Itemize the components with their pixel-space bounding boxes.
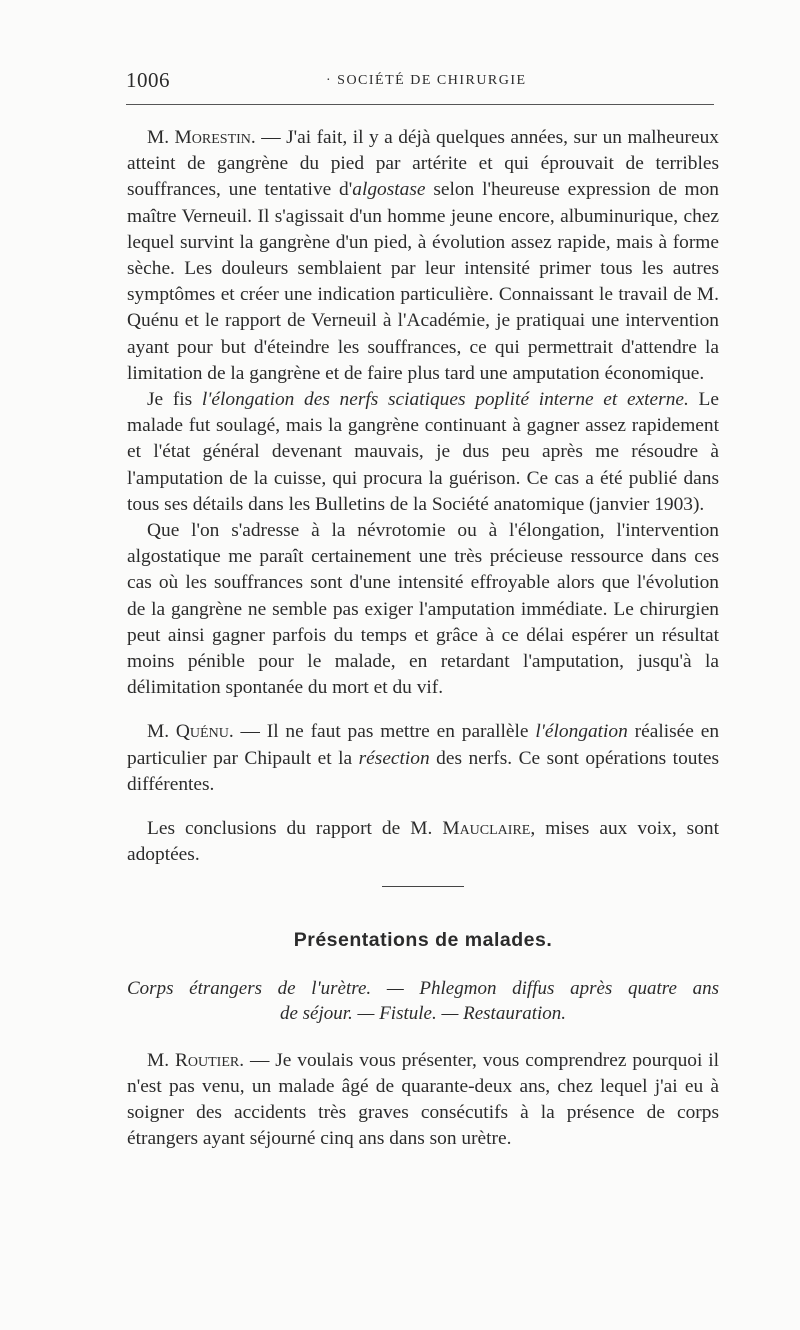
page-header <box>126 66 716 106</box>
paragraph-text: , mises aux voix, sont adoptées. <box>127 818 719 866</box>
paragraph-text: Que l'on s'adresse à la névrotomie ou à l'élongation, l'intervention algostatique me paraît certainement une très précieuse ressource dans ces cas où les souffrances sont d'une intensité effroyable alors que l'évolution de la gangrène ne semble pas exiger l'amputation immédiate. Le chirurgien peut ainsi gagner parfois du temps et grâce à ce délai espérer un résultat moins pénible pour le malade, en retardant l'amputation, jusqu'à la délimitation spontanée du mort et du vif. <box>127 520 719 699</box>
paragraph-text: — J'ai fait, il y a déjà quelques années, sur un malheureux atteint de gangrène du pied par artérite et qui éprouvait de terribles souffrances, une tentative d' <box>127 127 719 201</box>
section-title: Présentations de malades. <box>293 929 553 952</box>
paragraph-text: des nerfs. Ce sont opérations toutes différentes. <box>127 747 720 795</box>
italic-term: résection <box>358 747 430 769</box>
header-rule <box>126 104 714 105</box>
speaker-name: M. Routier. <box>147 1049 245 1071</box>
spacer <box>127 798 719 816</box>
paragraph-text: — Je voulais vous présenter, vous comprendrez pourquoi il n'est pas venu, un malade âgé de quarante-deux ans, chez lequel j'ai eu à soigner des accidents très graves consécutifs à la présence de corps étrangers ayant séjourné cinq ans dans son urètre. <box>127 1049 720 1150</box>
section-divider <box>382 886 464 887</box>
paragraph-morestin <box>127 125 719 387</box>
paragraph-text: Le malade fut soulagé, mais la gangrène continuant à gagner assez rapidement et l'état général devenant mauvais, je dus peu après me résoudre à l'amputation de la cuisse, qui procura la guérison. Ce cas a été publié dans tous ses détails dans les Bulletins de la Société anatomique (janvier 1903). <box>127 389 719 515</box>
person-name: Mauclaire <box>442 818 531 840</box>
page-body <box>127 125 719 1153</box>
paragraph-text: selon l'heureuse expression de mon maître Verneuil. Il s'agissait d'un homme jeune encore, albuminurique, chez lequel survint la gangrène d'un pied, à évolution assez rapide, mais à forme sèche. Les douleurs semblaient par leur intensité primer tous les autres symptômes et créer une indication particulière. Connaissant le travail de M. Quénu et le rapport de Verneuil à l'Académie, je pratiquai une intervention ayant pour but d'éteindre les souffrances, ce qui permettrait d'attendre la limitation de la gangrène et de faire plus tard une amputation économique. <box>127 179 719 384</box>
section-subtitle <box>127 976 719 1026</box>
paragraph-text: réalisée en particulier par Chipault et la <box>127 721 720 769</box>
speaker-name: M. Quénu. <box>147 721 234 743</box>
paragraph-quenu <box>127 719 719 798</box>
subtitle-line: Corps étrangers de l'urètre. — Phlegmon diffus après quatre ans <box>127 977 719 999</box>
italic-term: l'élongation <box>535 721 628 743</box>
speaker-name: M. Morestin. <box>147 127 256 148</box>
paragraph-text: Les conclusions du rapport de M. <box>147 818 443 840</box>
paragraph-elongation <box>127 387 719 518</box>
page-number: 1006 <box>126 68 170 92</box>
paragraph-text: Je fis <box>147 389 202 411</box>
running-title: · SOCIÉTÉ DE CHIRURGIE <box>326 73 527 88</box>
italic-term: l'élongation des nerfs sciatiques poplité interne et externe. <box>201 389 689 411</box>
paragraph-text: — Il ne faut pas mettre en parallèle <box>233 721 536 743</box>
paragraph-routier <box>127 1048 719 1153</box>
subtitle-line: de séjour. — Fistule. — Restauration. <box>279 1002 567 1024</box>
paragraph-conclusions <box>127 816 719 868</box>
italic-term: algostase <box>352 179 426 201</box>
paragraph-algostatique <box>127 518 719 701</box>
spacer <box>127 701 719 719</box>
